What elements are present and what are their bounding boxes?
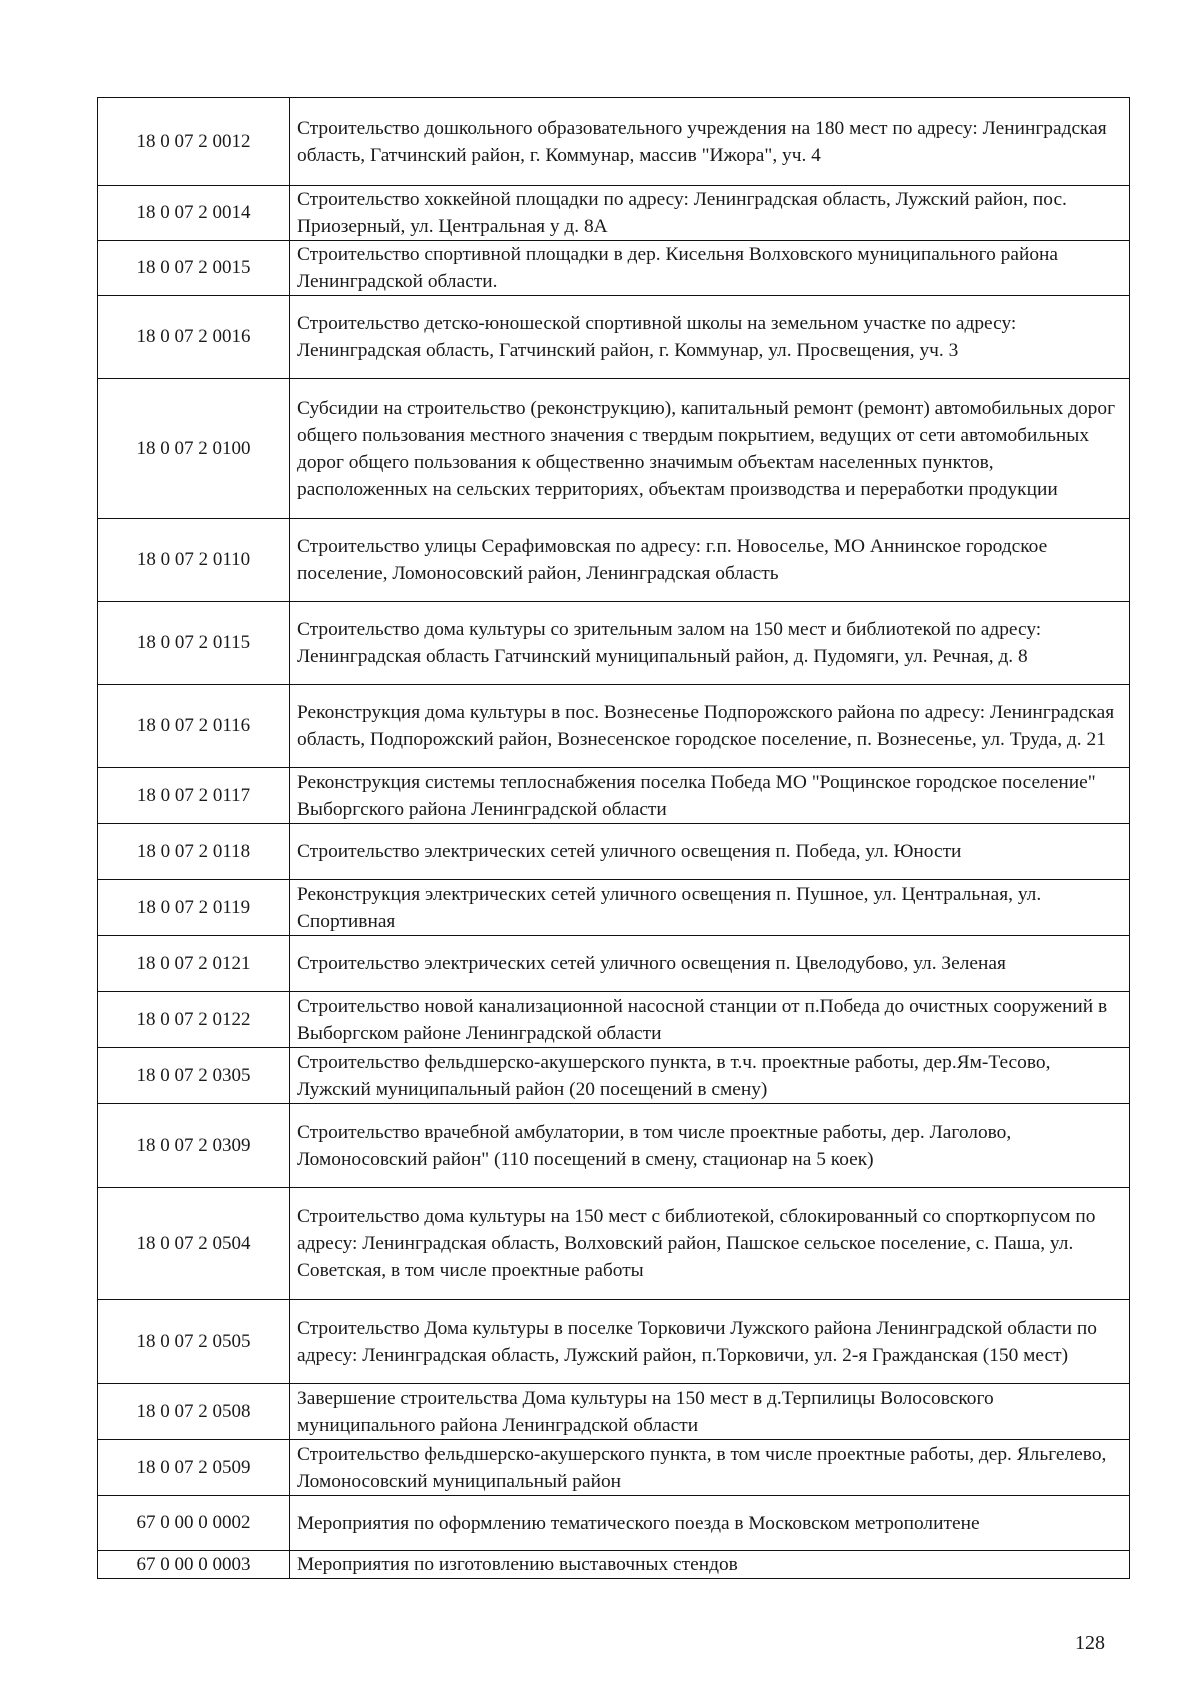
row-description-text: Строительство электрических сетей уличного освещения п. Цвелодубово, ул. Зеленая — [297, 953, 1006, 974]
row-description — [290, 186, 1129, 240]
row-description-text: Строительство детско-юношеской спортивной школы на земельном участке по адресу: Ленинградская область, Гатчинский район, г. Коммунар, ул. Просвещения, уч. 3 — [297, 313, 1017, 361]
table-row — [98, 241, 1129, 296]
table-row — [98, 519, 1129, 602]
row-description-text: Строительство фельдшерско-акушерского пункта, в т.ч. проектные работы, дер.Ям-Тесово, Лужский муниципальный район (20 посещений в смену) — [297, 1051, 1051, 1100]
row-code: 67 0 00 0 0003 — [98, 1551, 290, 1578]
row-description — [290, 1300, 1129, 1383]
row-description — [290, 98, 1129, 185]
row-code: 18 0 07 2 0122 — [98, 992, 290, 1047]
row-code: 18 0 07 2 0115 — [98, 602, 290, 684]
row-code: 18 0 07 2 0100 — [98, 379, 290, 518]
page-number: 128 — [1075, 1632, 1105, 1654]
row-description-text: Строительство фельдшерско-акушерского пункта, в том числе проектные работы, дер. Яльгелево, Ломоносовский муниципальный район — [297, 1443, 1107, 1492]
table-row — [98, 936, 1129, 992]
row-description — [290, 241, 1129, 295]
row-code: 18 0 07 2 0508 — [98, 1384, 290, 1439]
row-description-text: Завершение строительства Дома культуры на 150 мест в д.Терпилицы Волосовского муниципального района Ленинградской области — [297, 1387, 994, 1436]
budget-codes-table — [97, 97, 1130, 1579]
row-description-text: Строительство хоккейной площадки по адресу: Ленинградская область, Лужский район, пос. Приозерный, ул. Центральная у д. 8А — [297, 189, 1067, 237]
row-description — [290, 936, 1129, 991]
table-row — [98, 880, 1129, 936]
row-description-text: Реконструкция электрических сетей уличного освещения п. Пушное, ул. Центральная, ул. Спортивная — [297, 883, 1042, 932]
row-description — [290, 1496, 1129, 1550]
table-row — [98, 768, 1129, 824]
row-description-text: Строительство дошкольного образовательного учреждения на 180 мест по адресу: Ленинградская область, Гатчинский район, г. Коммунар, массив "Ижора", уч. 4 — [297, 117, 1107, 166]
row-description-text: Строительство улицы Серафимовская по адресу: г.п. Новоселье, МО Аннинское городское поселение, Ломоносовский район, Ленинградская область — [297, 536, 1048, 584]
row-description — [290, 379, 1129, 518]
row-description-text: Строительство дома культуры со зрительным залом на 150 мест и библиотекой по адресу: Ленинградская область Гатчинский муниципальный район, д. Пудомяги, ул. Речная, д. 8 — [297, 619, 1042, 667]
row-description-text: Реконструкция дома культуры в пос. Вознесенье Подпорожского района по адресу: Ленинградская область, Подпорожский район, Вознесенское городское поселение, п. Вознесенье, ул. Труда, д. 21 — [297, 702, 1115, 750]
table-row — [98, 1384, 1129, 1440]
row-description — [290, 824, 1129, 879]
table-row — [98, 1104, 1129, 1188]
row-description-text: Мероприятия по оформлению тематического поезда в Московском метрополитене — [297, 1512, 980, 1534]
row-description-text: Субсидии на строительство (реконструкцию), капитальный ремонт (ремонт) автомобильных дорог общего пользования местного значения с твердым покрытием, ведущих от сети автомобильных дорог общего пользования к общественно значимым объектам населенных пунктов, расположенных на сельских территориях, объектам производства и переработки продукции — [297, 397, 1116, 500]
table-row — [98, 98, 1129, 186]
row-description — [290, 602, 1129, 684]
row-description — [290, 1440, 1129, 1495]
row-description — [290, 1384, 1129, 1439]
row-code: 18 0 07 2 0016 — [98, 296, 290, 378]
row-description-text: Строительство дома культуры на 150 мест с библиотекой, сблокированный со спорткорпусом по адресу: Ленинградская область, Волховский район, Пашское сельское поселение, с. Паша, ул. Советская, в том числе проектные работы — [297, 1206, 1096, 1281]
row-description — [290, 685, 1129, 767]
row-code: 18 0 07 2 0119 — [98, 880, 290, 935]
row-code: 18 0 07 2 0015 — [98, 241, 290, 295]
row-description-text: Строительство новой канализационной насосной станции от п.Победа до очистных сооружений в Выборгском районе Ленинградской области — [297, 995, 1108, 1044]
row-description — [290, 1048, 1129, 1103]
table-row — [98, 992, 1129, 1048]
table-row — [98, 1048, 1129, 1104]
row-code: 18 0 07 2 0121 — [98, 936, 290, 991]
row-description-text: Мероприятия по изготовлению выставочных стендов — [297, 1554, 738, 1575]
row-code: 18 0 07 2 0116 — [98, 685, 290, 767]
row-code: 18 0 07 2 0504 — [98, 1188, 290, 1299]
row-description — [290, 1104, 1129, 1187]
row-description — [290, 880, 1129, 935]
table-row — [98, 296, 1129, 379]
table-row — [98, 824, 1129, 880]
table-row — [98, 1300, 1129, 1384]
table-row — [98, 1440, 1129, 1496]
row-code: 18 0 07 2 0110 — [98, 519, 290, 601]
row-code: 18 0 07 2 0012 — [98, 98, 290, 185]
row-description — [290, 1188, 1129, 1299]
table-row — [98, 1188, 1129, 1300]
row-code: 18 0 07 2 0014 — [98, 186, 290, 240]
table-row — [98, 379, 1129, 519]
row-description — [290, 296, 1129, 378]
row-code: 18 0 07 2 0309 — [98, 1104, 290, 1187]
row-description — [290, 519, 1129, 601]
row-code: 18 0 07 2 0305 — [98, 1048, 290, 1103]
row-code: 18 0 07 2 0505 — [98, 1300, 290, 1383]
row-description — [290, 1551, 1129, 1578]
row-code: 18 0 07 2 0118 — [98, 824, 290, 879]
row-code: 18 0 07 2 0117 — [98, 768, 290, 823]
row-description-text: Строительство электрических сетей уличного освещения п. Победа, ул. Юности — [297, 841, 962, 862]
table-row — [98, 685, 1129, 768]
row-description-text: Реконструкция системы теплоснабжения поселка Победа МО "Рощинское городское поселение" Выборгского района Ленинградской области — [297, 771, 1096, 820]
row-code: 67 0 00 0 0002 — [98, 1496, 290, 1550]
row-description — [290, 768, 1129, 823]
row-code: 18 0 07 2 0509 — [98, 1440, 290, 1495]
table-row — [98, 1551, 1129, 1579]
table-row — [98, 186, 1129, 241]
row-description-text: Строительство врачебной амбулатории, в том числе проектные работы, дер. Лаголово, Ломоносовский район" (110 посещений в смену, стационар на 5 коек) — [297, 1121, 1012, 1170]
table-row — [98, 602, 1129, 685]
row-description — [290, 992, 1129, 1047]
row-description-text: Строительство спортивной площадки в дер. Кисельня Волховского муниципального района Ленинградской области. — [297, 244, 1058, 292]
table-row — [98, 1496, 1129, 1551]
row-description-text: Строительство Дома культуры в поселке Торковичи Лужского района Ленинградской области по адресу: Ленинградская область, Лужский район, п.Торковичи, ул. 2-я Гражданская (150 мест) — [297, 1317, 1097, 1366]
